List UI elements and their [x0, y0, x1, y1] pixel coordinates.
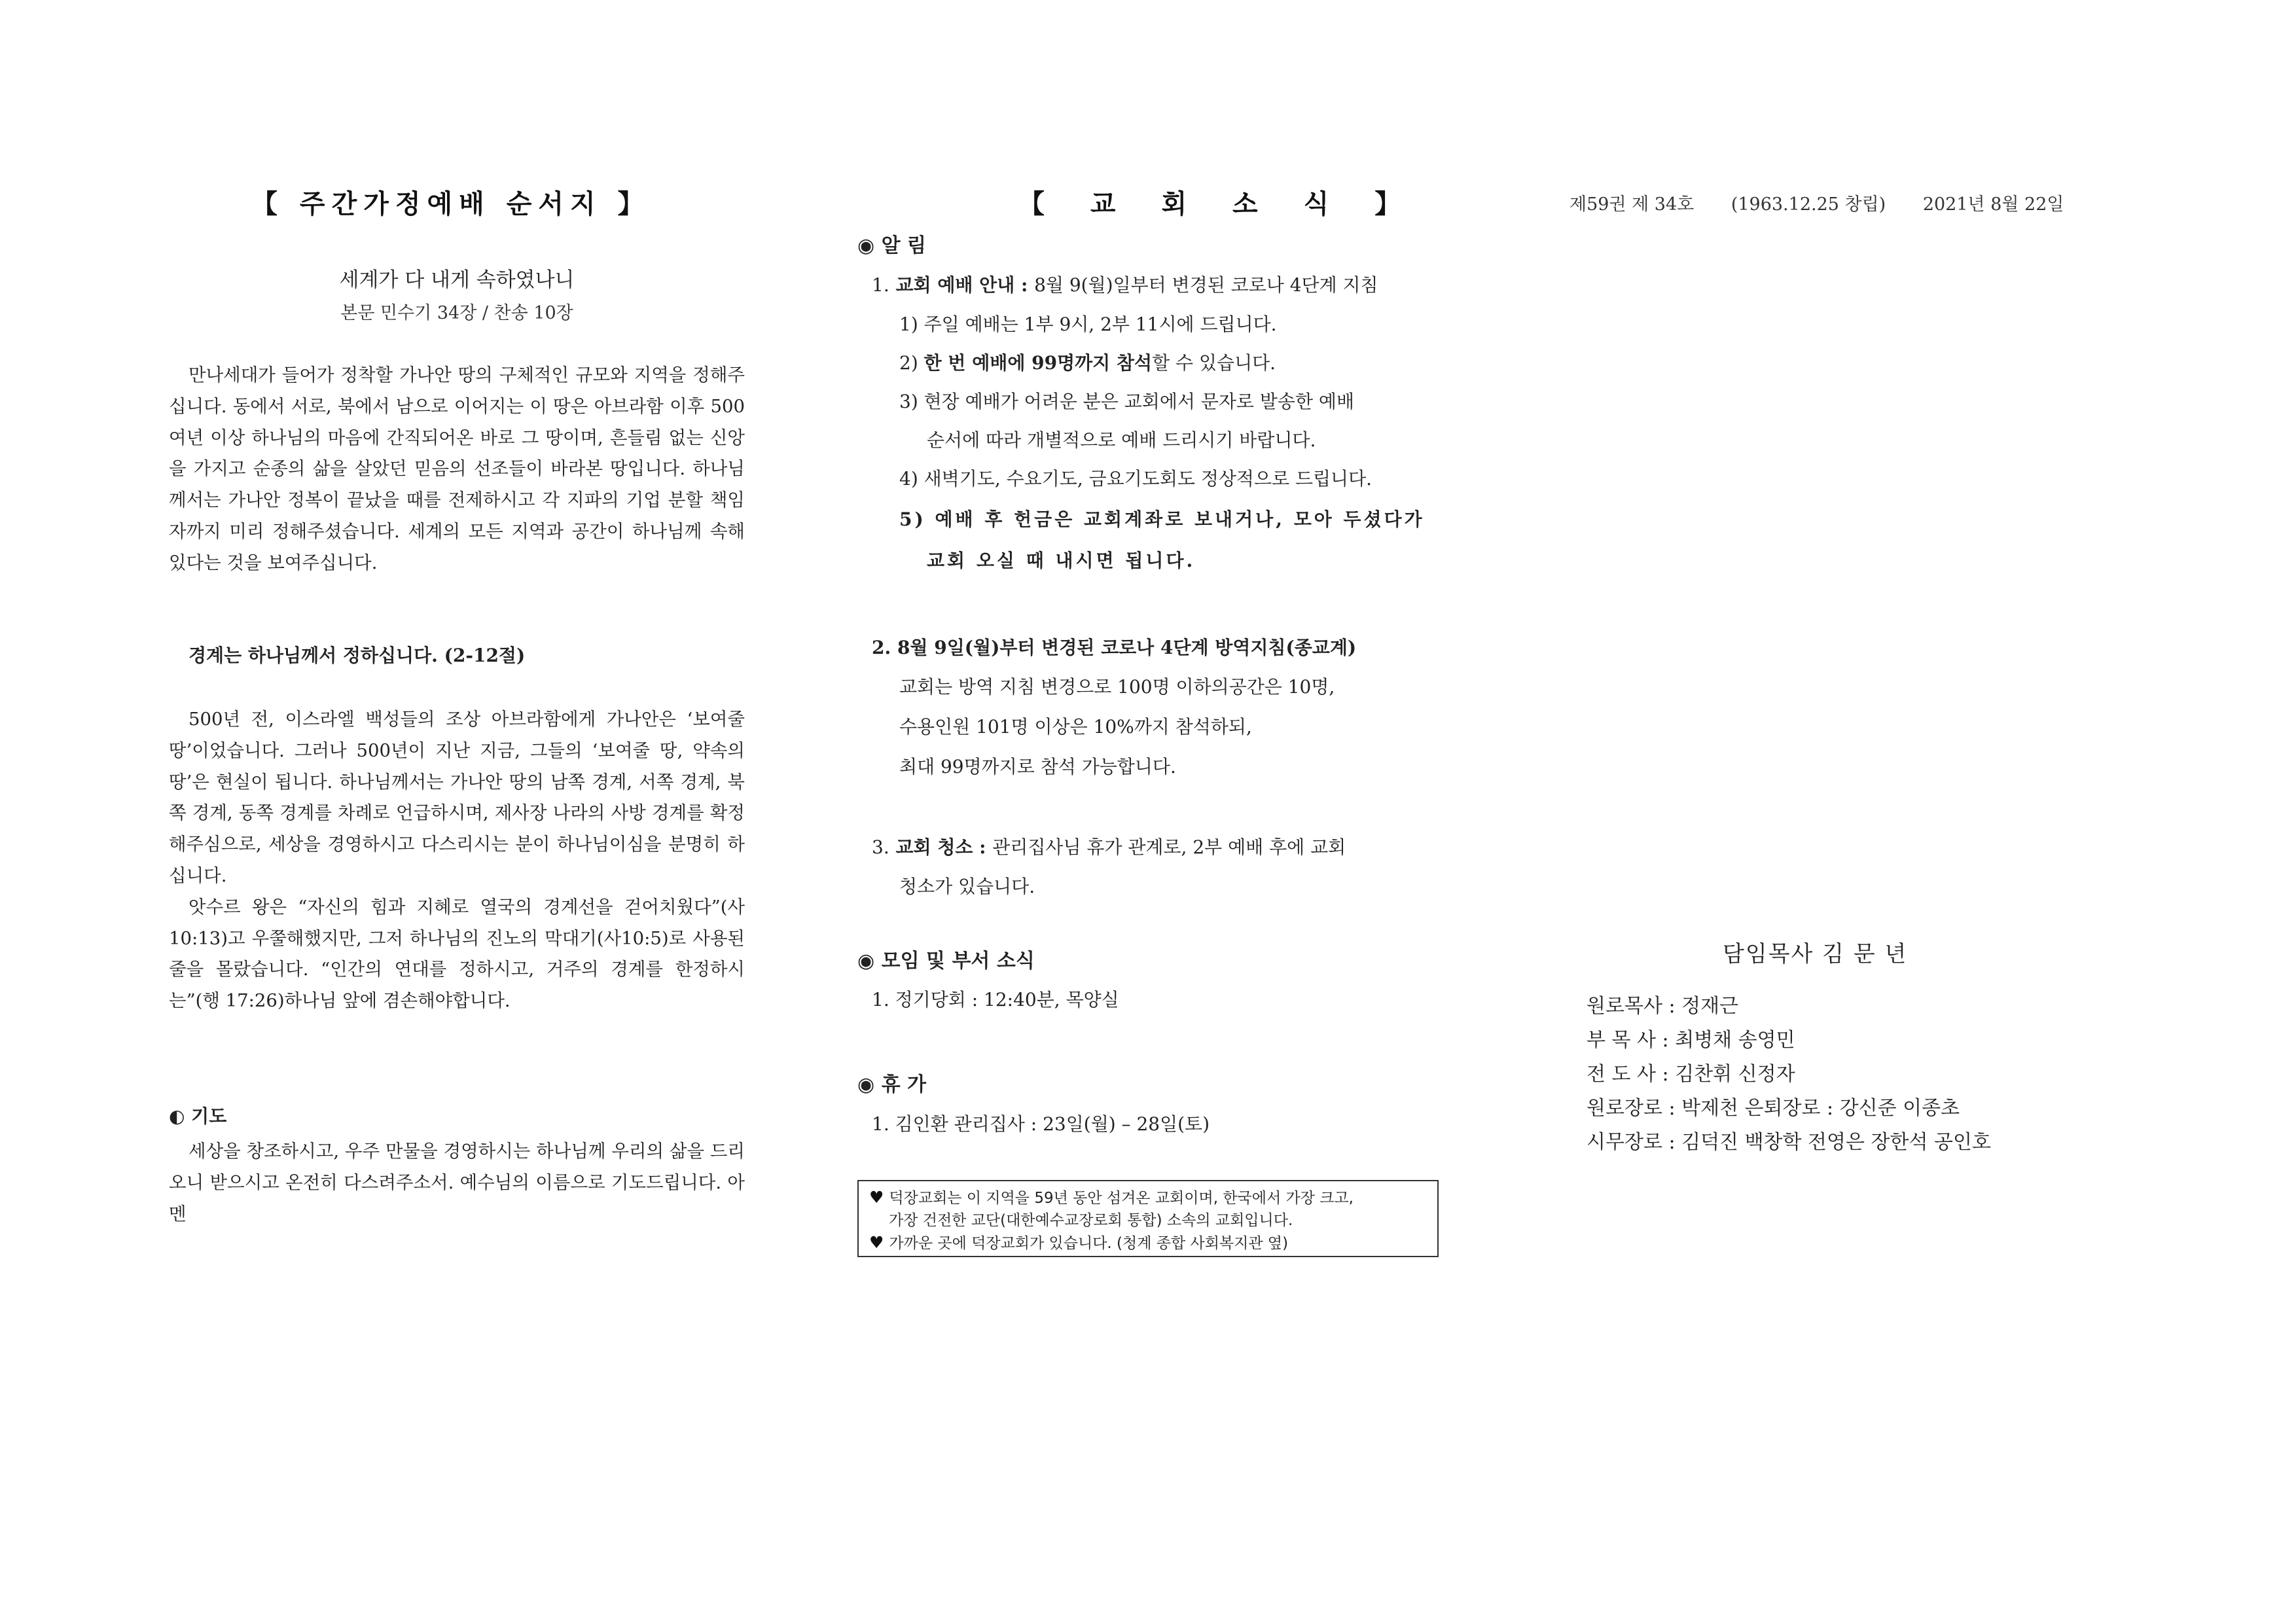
staff-row: 전 도 사 : 김찬휘 신정자 [1587, 1063, 1795, 1086]
sermon-reference: 본문 민수기 34장 / 찬송 10장 [340, 303, 573, 323]
notice-line: 교회는 방역 지침 변경으로 100명 이하의공간은 10명, [899, 676, 1335, 698]
notice-line: 4) 새벽기도, 수요기도, 금요기도회도 정상적으로 드립니다. [899, 468, 1372, 490]
item-text: 관리집사님 휴가 관계로, 2부 예배 후에 교회 [992, 836, 1346, 858]
notice-item-2-heading: 2. 8월 9일(월)부터 변경된 코로나 4단계 방역지침(종교계) [872, 637, 1357, 658]
sermon-paragraph-text: 만나세대가 들어가 정착할 가나안 땅의 구체적인 규모와 지역을 정해주십니다. 동에서 서로, 북에서 남으로 이어지는 이 땅은 아브라함 이후 500여년 이상 하나님의 마음에 간직되어온 바로 그 땅이며, 흔들림 없는 신앙을 가지고 순종의 삶을 살았던 믿음의 선조들이 바라본 땅입니다. 하나님께서는 가나안 정복이 끝났을 때를 전제하시고 각 지파의 기업 분할 책임자까지 미리 정해주셨습니다. 세계의 모든 지역과 공간이 하나님께 속해 있다는 것을 보여주십니다. [169, 365, 745, 573]
staff-row: 원로목사 : 정재근 [1587, 995, 1739, 1018]
item-text: 8월 9(월)일부터 변경된 코로나 4단계 지침 [1034, 274, 1378, 296]
info-line: ♥ 가까운 곳에 덕장교회가 있습니다. (청계 종합 사회복지관 옆) [869, 1233, 1289, 1252]
staff-row: 부 목 사 : 최병채 송영민 [1587, 1029, 1795, 1052]
sermon-subheading: 경계는 하나님께서 정하십니다. (2-12절) [188, 645, 526, 666]
notice-line-rest: 할 수 있습니다. [1152, 352, 1276, 374]
bulletin-date: 2021년 8월 22일 [1922, 194, 2064, 215]
prayer-heading: ◐ 기도 [169, 1105, 227, 1127]
info-line: 가장 건전한 교단(대한예수교장로회 통합) 소속의 교회입니다. [889, 1212, 1293, 1229]
sermon-paragraph [169, 360, 745, 579]
church-info-box [857, 1180, 1439, 1257]
issue-number: 제59권 제 34호 [1570, 194, 1695, 215]
notice-line-emphasis: 한 번 예배에 99명까지 참석 [924, 352, 1153, 374]
item-number: 1. [872, 274, 889, 296]
church-news-title: 【 교 회 소 식 】 [1018, 189, 1420, 219]
notice-line: 수용인원 101명 이상은 10%까지 참석하되, [899, 716, 1252, 738]
notice-line: 순서에 따라 개별적으로 예배 드리시기 바랍니다. [927, 429, 1316, 451]
notice-section-heading: ◉ 알 림 [857, 234, 927, 257]
worship-order-title: 【 주간가정예배 순서지 】 [251, 189, 651, 219]
sermon-paragraph-text: 500년 전, 이스라엘 백성들의 조상 아브라함에게 가나안은 ‘보여줄 땅’이었습니다. 그러나 500년이 지난 지금, 그들의 ‘보여줄 땅, 약속의 땅’은 현실이 됩니다. 하나님께서는 가나안 땅의 남쪽 경계, 서쪽 경계, 북쪽 경계, 동쪽 경계를 차례로 언급하시며, 제사장 나라의 사방 경계를 확정해주심으로, 세상을 경영하시고 다스리시는 분이 하나님이심을 분명히 하십니다. [169, 709, 745, 886]
staff-row: 시무장로 : 김덕진 백창학 전영은 장한석 공인호 [1587, 1131, 1991, 1154]
founding-date: (1963.12.25 창립) [1731, 194, 1886, 215]
groups-item: 1. 정기당회 : 12:40분, 목양실 [872, 989, 1119, 1010]
notice-line [899, 349, 1276, 375]
sermon-paragraph [169, 704, 745, 1017]
notice-item-3 [872, 833, 1346, 859]
notice-line: 1) 주일 예배는 1부 9시, 2부 11시에 드립니다. [899, 313, 1277, 335]
notice-line-bold: 교회 오실 때 내시면 됩니다. [927, 550, 1196, 571]
heart-icon: ♥ [869, 1188, 884, 1207]
staff-list [1587, 990, 1991, 1160]
senior-pastor: 담임목사 김 문 년 [1723, 941, 1908, 967]
staff-row: 원로장로 : 박제천 은퇴장로 : 강신준 이종초 [1587, 1097, 1960, 1120]
notice-item-1 [872, 271, 1378, 297]
item-label: 교회 예배 안내 : [895, 274, 1028, 296]
heart-icon: ♥ [869, 1233, 884, 1252]
item-label: 교회 청소 : [895, 836, 986, 858]
sermon-title: 세계가 다 내게 속하였나니 [339, 268, 575, 292]
info-line: ♥ 덕장교회는 이 지역을 59년 동안 섬겨온 교회이며, 한국에서 가장 크고, [869, 1188, 1354, 1207]
notice-line-bold: 5) 예배 후 헌금은 교회계좌로 보내거나, 모아 두셨다가 [899, 508, 1425, 530]
issue-info [1570, 190, 2064, 215]
vacation-section-heading: ◉ 휴 가 [857, 1073, 927, 1096]
notice-line: 3) 현장 예배가 어려운 분은 교회에서 문자로 발송한 예배 [899, 391, 1354, 412]
vacation-item: 1. 김인환 관리집사 : 23일(월) – 28일(토) [872, 1113, 1210, 1135]
notice-line: 청소가 있습니다. [899, 876, 1035, 897]
notice-line: 최대 99명까지로 참석 가능합니다. [899, 756, 1176, 777]
prayer-text: 세상을 창조하시고, 우주 만물을 경영하시는 하나님께 우리의 삶을 드리오니 받으시고 온전히 다스려주소서. 예수님의 이름으로 기도드립니다. 아멘 [169, 1141, 745, 1224]
item-number: 3. [872, 836, 889, 858]
notice-line-prefix: 2) [899, 352, 924, 374]
sermon-paragraph-text: 앗수르 왕은 “자신의 힘과 지혜로 열국의 경계선을 걷어치웠다”(사 10:13)고 우쭐해했지만, 그저 하나님의 진노의 막대기(사10:5)로 사용된 줄을 몰랐습니다. “인간의 연대를 정하시고, 거주의 경계를 한정하시는”(행 17:26)하나님 앞에 겸손해야합니다. [169, 896, 745, 1012]
groups-section-heading: ◉ 모임 및 부서 소식 [857, 950, 1035, 972]
